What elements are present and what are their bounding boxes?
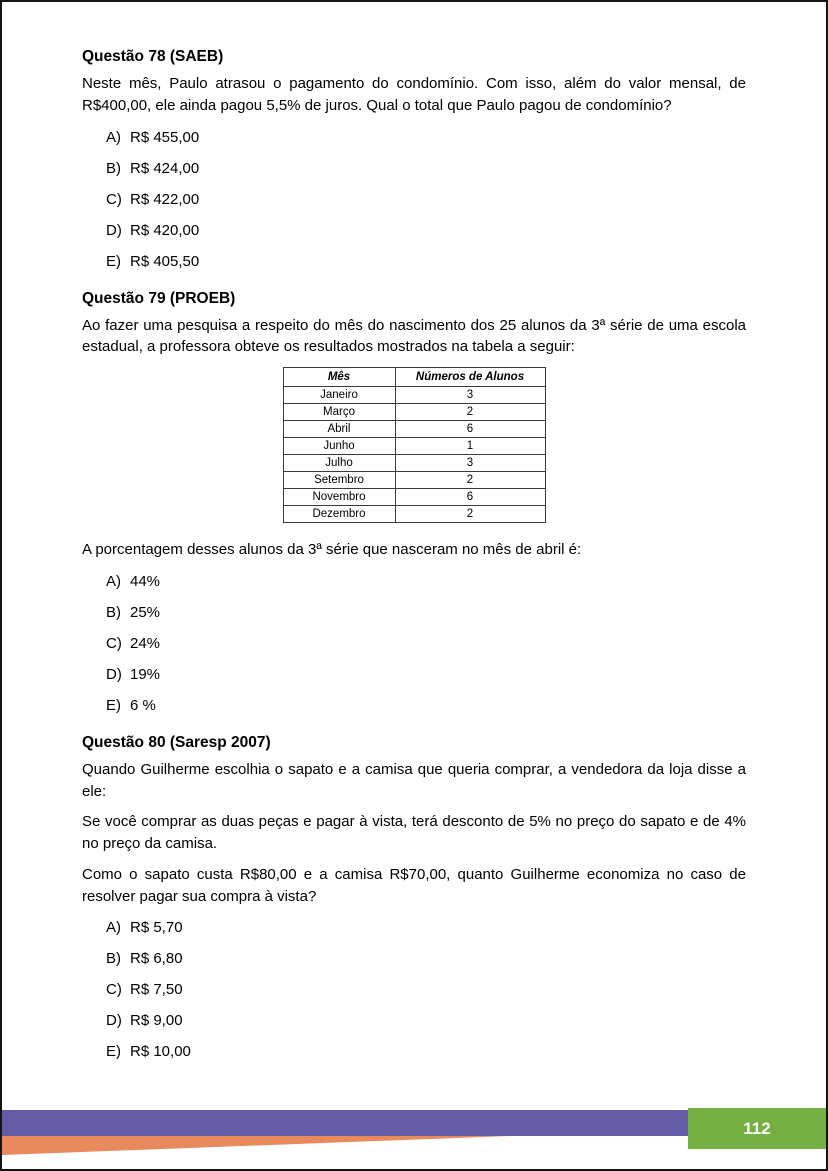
option-text: R$ 6,80 [130,950,183,968]
table-cell-month: Abril [283,421,395,438]
page-number-box [688,1108,826,1149]
table-header-mes: Mês [283,368,395,387]
question-79-options [106,570,746,716]
question-78-body: Neste mês, Paulo atrasou o pagamento do condomínio. Com isso, além do valor mensal, de R$400,00, ele ainda pagou 5,5% de juros. Qual o total que Paulo pagou de condomínio? [82,75,746,114]
option-letter: B) [106,950,121,968]
option-row [106,572,746,592]
table-cell-month: Setembro [283,472,395,489]
question-78-title: Questão 78 (SAEB) [82,48,224,65]
table-row [283,472,545,489]
option-letter: E) [106,252,121,270]
table-cell-count: 3 [395,455,545,472]
table-cell-count: 1 [395,438,545,455]
table-row [283,489,545,506]
table-row [283,438,545,455]
option-row [106,918,746,938]
option-row [106,1011,746,1031]
question-80 [82,734,746,1063]
option-row [106,159,746,179]
question-79-body2: A porcentagem desses alunos da 3ª série que nasceram no mês de abril é: [82,541,582,558]
table-cell-month: Junho [283,438,395,455]
option-text: 44% [130,572,161,590]
option-row [106,221,746,241]
option-row [106,634,746,654]
option-letter: D) [106,665,122,683]
option-letter: E) [106,1043,121,1061]
table-cell-count: 2 [395,472,545,489]
birth-month-table [283,367,546,523]
table-cell-month: Novembro [283,489,395,506]
table-row [283,387,545,404]
option-letter: D) [106,221,122,239]
page-number: 112 [743,1118,771,1138]
option-row [106,696,746,716]
table-cell-month: Janeiro [283,387,395,404]
question-79 [82,290,746,716]
option-row [106,128,746,148]
question-79-title: Questão 79 (PROEB) [82,289,236,307]
option-text: R$ 405,50 [130,252,200,270]
option-text: R$ 424,00 [130,159,200,177]
option-text: R$ 422,00 [130,190,200,208]
option-row [106,603,746,623]
table-row [283,455,545,472]
question-78 [82,48,746,272]
table-cell-count: 2 [395,404,545,421]
table-row [283,404,545,421]
table-header-numeros: Números de Alunos [395,368,545,387]
option-row [106,949,746,969]
table-cell-count: 6 [395,489,545,506]
option-letter: A) [106,128,121,146]
option-text: 19% [130,665,161,683]
option-letter: C) [106,634,122,652]
question-79-body: Ao fazer uma pesquisa a respeito do mês do nascimento dos 25 alunos da 3ª série de uma escola estadual, a professora obteve os resultados mostrados na tabela a seguir: [82,316,746,356]
option-letter: A) [106,572,121,590]
question-80-paragraph-3: Como o sapato custa R$80,00 e a camisa R$70,00, quanto Guilherme economiza no caso de resolver pagar sua compra à vista? [82,865,746,905]
footer-purple-bar [2,1110,690,1136]
question-80-title: Questão 80 (Saresp 2007) [82,733,271,751]
option-letter: A) [106,919,121,937]
option-row [106,252,746,272]
table-cell-count: 2 [395,506,545,523]
option-text: R$ 9,00 [130,1012,183,1030]
table-cell-count: 3 [395,387,545,404]
option-text: 25% [130,603,161,621]
table-header-row [283,368,545,387]
option-letter: C) [106,981,122,999]
option-row [106,1042,746,1062]
page-footer [2,1101,826,1169]
table-cell-month: Julho [283,455,395,472]
question-80-paragraph-2: Se você comprar as duas peças e pagar à vista, terá desconto de 5% no preço do sapato e de 4% no preço da camisa. [82,813,746,852]
table-cell-month: Dezembro [283,506,395,523]
option-row [106,980,746,1000]
question-80-paragraph-1: Quando Guilherme escolhia o sapato e a camisa que queria comprar, a vendedora da loja disse a ele: [82,760,746,800]
option-text: R$ 455,00 [130,128,200,146]
question-78-options [106,126,746,272]
table-cell-month: Março [283,404,395,421]
table-row [283,506,545,523]
option-text: R$ 7,50 [130,981,183,999]
option-text: R$ 10,00 [130,1043,191,1061]
table-row [283,421,545,438]
option-letter: C) [106,190,122,208]
option-text: 6 % [130,696,156,714]
table-container [82,367,746,523]
option-text: R$ 420,00 [130,221,200,239]
page-content [2,2,826,1062]
option-letter: B) [106,603,121,621]
option-letter: E) [106,696,121,714]
option-letter: B) [106,159,121,177]
question-80-options [106,916,746,1062]
table-cell-count: 6 [395,421,545,438]
option-letter: D) [106,1012,122,1030]
option-row [106,665,746,685]
option-text: 24% [130,634,161,652]
option-row [106,190,746,210]
option-text: R$ 5,70 [130,919,183,937]
